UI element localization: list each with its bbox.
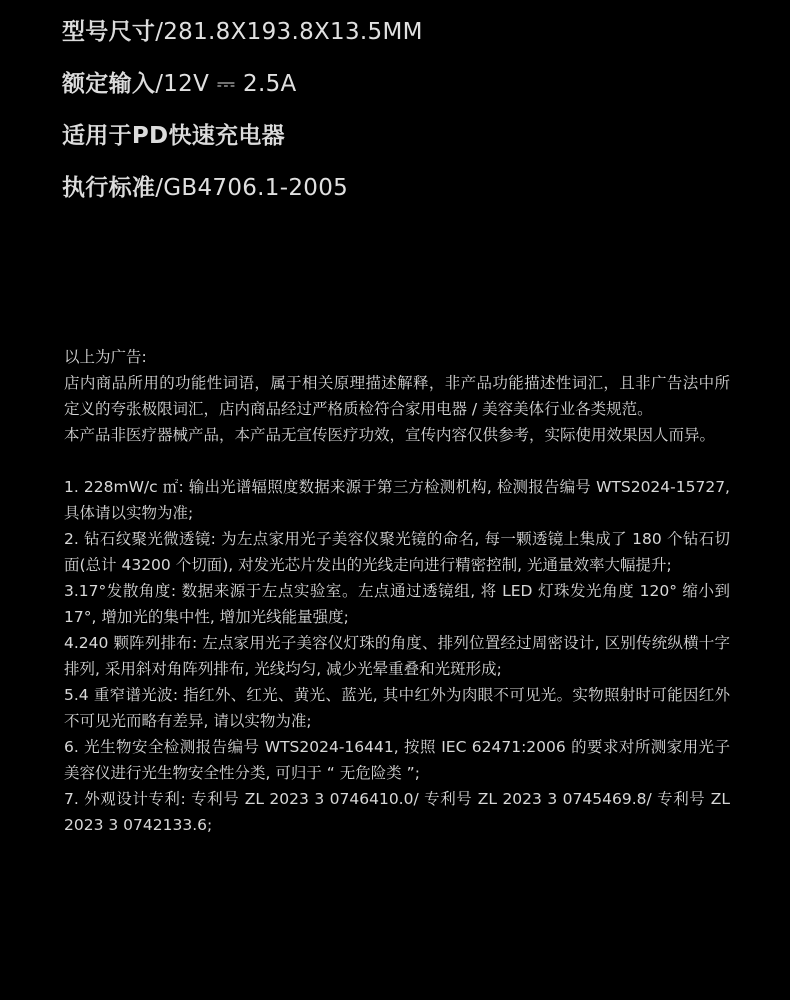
spec-charger — [62, 116, 762, 168]
spec-input-value: /12V ⎓ 2.5A — [155, 71, 297, 97]
section-spacer — [64, 448, 730, 474]
spec-charger-label: 适用于PD快速充电器 — [62, 123, 285, 149]
spec-size — [62, 12, 762, 64]
footnote-item: 5.4 重窄谱光波: 指红外、红光、黄光、蓝光, 其中红外为肉眼不可见光。实物照射时可能因红外不可见光而略有差异, 请以实物为准; — [64, 686, 730, 730]
spec-size-label: 型号尺寸 — [62, 19, 156, 45]
footnote-item: 7. 外观设计专利: 专利号 ZL 2023 3 0746410.0/ 专利号 ZL 2023 3 0745469.8/ 专利号 ZL 2023 3 0742133.6; — [64, 790, 730, 834]
spec-standard-label: 执行标准 — [62, 175, 156, 201]
footnote-item: 6. 光生物安全检测报告编号 WTS2024-16441, 按照 IEC 62471:2006 的要求对所测家用光子美容仪进行光生物安全性分类, 可归于 “ 无危险类 ”; — [64, 738, 730, 782]
spec-list — [62, 12, 762, 220]
disclaimer-section — [64, 344, 730, 838]
disclaimer-paragraph: 本产品非医疗器械产品，本产品无宣传医疗功效，宣传内容仅供参考，实际使用效果因人而异。 — [64, 426, 716, 444]
spec-standard-value: /GB4706.1-2005 — [155, 175, 349, 201]
disclaimer-heading: 以上为广告: — [64, 348, 147, 366]
spec-size-value: /281.8X193.8X13.5MM — [155, 19, 423, 45]
footnote-item: 1. 228mW/c ㎡: 输出光谱辐照度数据来源于第三方检测机构, 检测报告编号 WTS2024-15727,具体请以实物为准; — [64, 478, 730, 522]
spec-standard — [62, 168, 762, 220]
disclaimer-paragraph: 店内商品所用的功能性词语，属于相关原理描述解释，非产品功能描述性词汇，且非广告法中所定义的夸张极限词汇，店内商品经过严格质检符合家用电器 / 美容美体行业各类规范。 — [64, 374, 730, 418]
footnote-item: 3.17°发散角度: 数据来源于左点实验室。左点通过透镜组, 将 LED 灯珠发光角度 120° 缩小到 17°, 增加光的集中性, 增加光线能量强度; — [64, 582, 730, 626]
spec-input — [62, 64, 762, 116]
footnote-item: 2. 钻石纹聚光微透镜: 为左点家用光子美容仪聚光镜的命名, 每一颗透镜上集成了 180 个钻石切面(总计 43200 个切面), 对发光芯片发出的光线走向进行精密控制, 光通量效率大幅提升; — [64, 530, 730, 574]
footnote-item: 4.240 颗阵列排布: 左点家用光子美容仪灯珠的角度、排列位置经过周密设计, 区别传统纵横十字排列, 采用斜对角阵列排布, 光线均匀, 减少光晕重叠和光斑形成; — [64, 634, 730, 678]
spec-input-label: 额定输入 — [62, 71, 156, 97]
